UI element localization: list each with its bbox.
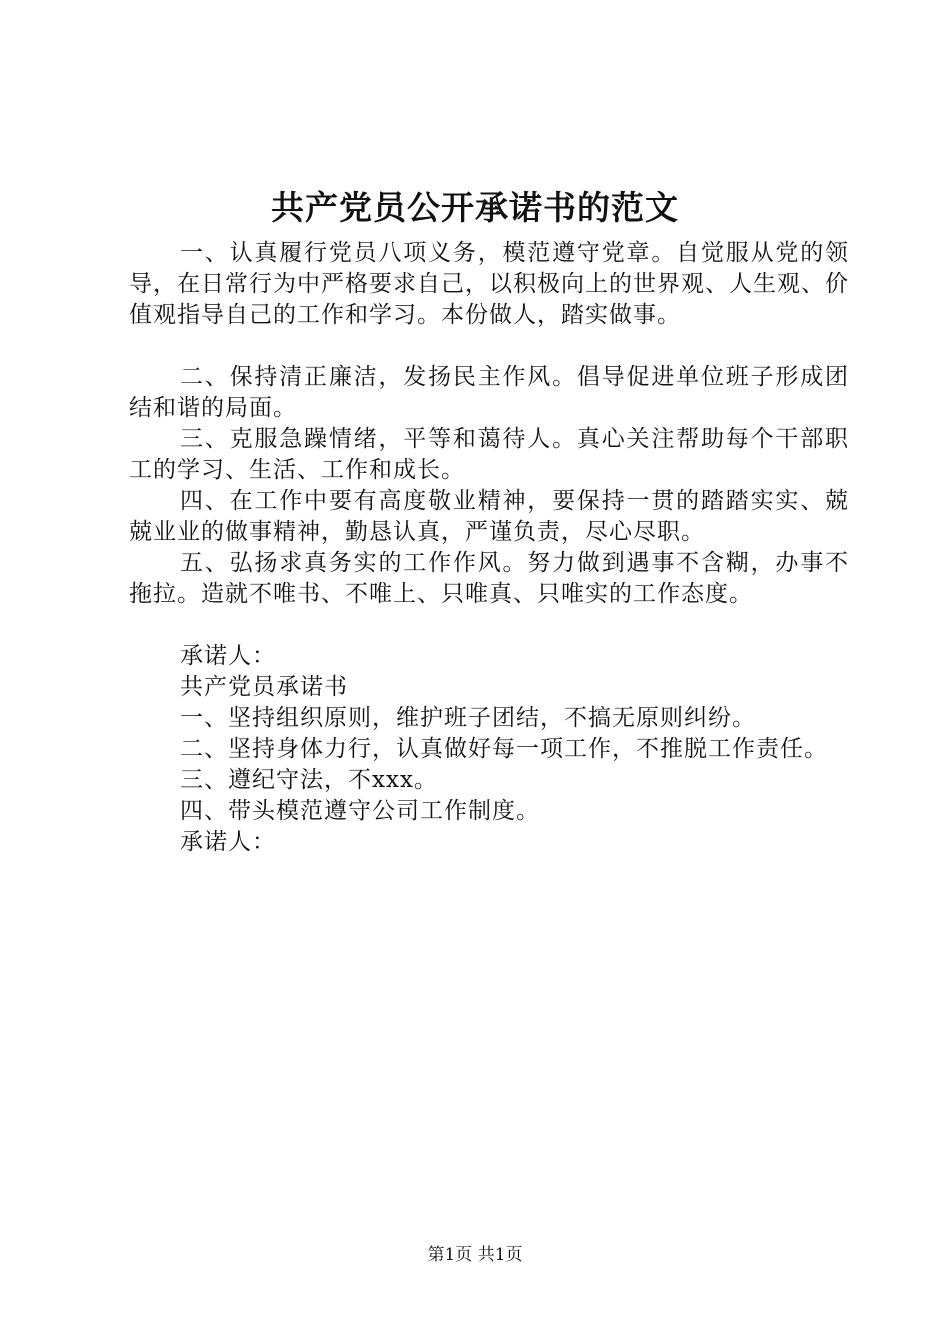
signature-line-2: 承诺人： [180, 829, 276, 855]
page-footer: 第1页 共1页 [427, 1245, 523, 1265]
paragraph-gap [129, 610, 849, 641]
document-body [129, 238, 849, 858]
document-title: 共产党员公开承诺书的范文 [271, 188, 679, 227]
commitment-item-3: 三、克服急躁情绪，平等和蔼待人。真心关注帮助每个干部职工的学习、生活、工作和成长。 [129, 426, 849, 483]
pledge-item-4: 四、带头模范遵守公司工作制度。 [180, 798, 540, 824]
pledge-item-3: 三、遵纪守法，不xxx。 [180, 767, 438, 793]
subtitle-2: 共产党员承诺书 [180, 674, 348, 700]
commitment-item-4: 四、在工作中要有高度敬业精神，要保持一贯的踏踏实实、兢兢业业的做事精神，勤恳认真，严谨负责，尽心尽职。 [129, 488, 849, 545]
paragraph-gap [129, 331, 849, 362]
commitment-item-1: 一、认真履行党员八项义务，模范遵守党章。自觉服从党的领导，在日常行为中严格要求自己，以积极向上的世界观、人生观、价值观指导自己的工作和学习。本份做人，踏实做事。 [129, 240, 849, 328]
commitment-item-5: 五、弘扬求真务实的工作作风。努力做到遇事不含糊，办事不拖拉。造就不唯书、不唯上、只唯真、只唯实的工作态度。 [129, 550, 849, 607]
signature-line-1: 承诺人： [180, 643, 276, 669]
pledge-item-2: 二、坚持身体力行，认真做好每一项工作，不推脱工作责任。 [180, 736, 828, 762]
commitment-item-2: 二、保持清正廉洁，发扬民主作风。倡导促进单位班子形成团结和谐的局面。 [129, 364, 849, 421]
pledge-item-1: 一、坚持组织原则，维护班子团结，不搞无原则纠纷。 [180, 705, 756, 731]
